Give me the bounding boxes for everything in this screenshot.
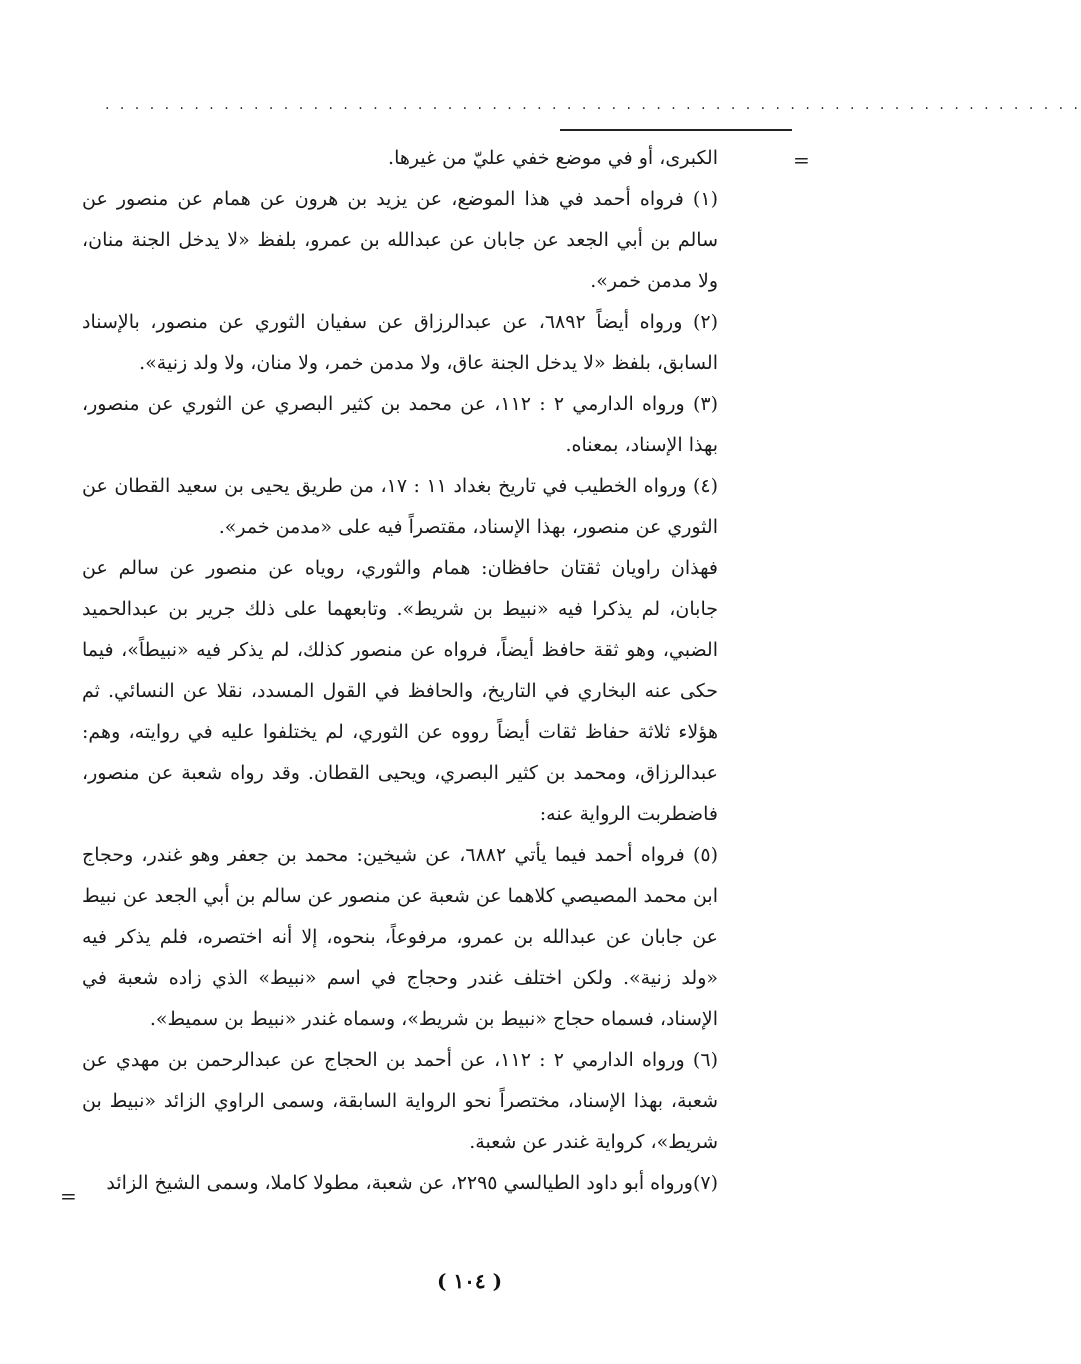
- header-dotted-rule: . . . . . . . . . . . . . . . . . . . . . . . . . . . . . . . . . . . . . . . . . . . . . . . . . . . . . . . . . . . . . . . . . .: [105, 97, 1081, 113]
- footnote-paragraph-continuation: الكبرى، أو في موضع خفي عليّ من غيرها.: [388, 147, 718, 169]
- footnote-paragraph-1: (١) فرواه أحمد في هذا الموضع، عن يزيد بن هرون عن همام عن منصور عن سالم بن أبي الجعد عن جابان عن عبدالله بن عمرو، بلفظ «لا يدخل الجنة منان، ولا مدمن خمر».: [82, 188, 718, 292]
- footnote-text-block: [82, 138, 718, 1204]
- footnote-paragraph-5: (٥) فرواه أحمد فيما يأتي ٦٨٨٢، عن شيخين: محمد بن جعفر وهو غندر، وحجاج ابن محمد المصيصي كلاهما عن شعبة عن منصور عن سالم بن أبي الجعد عن نبيط عن جابان عن عبدالله بن عمرو، مرفوعاً، بنحوه، إلا أنه اختصره، فلم يذكر فيه «ولد زنية». ولكن اختلف غندر وحجاج في اسم «نبيط» الذي زاده شعبة في الإسناد، فسماه حجاج «نبيط بن شريط»، وسماه غندر «نبيط بن سميط».: [82, 844, 719, 1030]
- continuation-mark-bottom: =: [60, 1184, 77, 1208]
- footnote-paragraph-7: (٧)ورواه أبو داود الطيالسي ٢٢٩٥، عن شعبة، مطولا كاملا، وسمى الشيخ الزائد: [106, 1172, 718, 1194]
- footnote-paragraph-2: (٢) ورواه أيضاً ٦٨٩٢، عن عبدالرزاق عن سفيان الثوري عن منصور، بالإسناد السابق، بلفظ «لا يدخل الجنة عاق، ولا مدمن خمر، ولا منان، ولا ولد زنية».: [82, 311, 719, 374]
- footnote-paragraph-3: (٣) ورواه الدارمي ٢ : ١١٢، عن محمد بن كثير البصري عن الثوري عن منصور، بهذا الإسناد، بمعناه.: [82, 393, 718, 456]
- footnote-separator-rule: [560, 129, 792, 131]
- footnote-paragraph-4: (٤) ورواه الخطيب في تاريخ بغداد ١١ : ١٧، من طريق يحيى بن سعيد القطان عن الثوري عن منصور، بهذا الإسناد، مقتصراً فيه على «مدمن خمر».: [82, 475, 719, 538]
- page-number: ( ١٠٤ ): [436, 1269, 503, 1293]
- footnote-paragraph-discussion: فهذان راويان ثقتان حافظان: همام والثوري، روياه عن منصور عن سالم عن جابان، لم يذكرا فيه «نبيط بن شريط». وتابعهما على ذلك جرير بن عبدالحميد الضبي، وهو ثقة حافظ أيضاً، فرواه عن منصور كذلك، لم يذكر فيه «نبيطاً»، فيما حكى عنه البخاري في التاريخ، والحافظ في القول المسدد، نقلا عن النسائي. ثم هؤلاء ثلاثة حفاظ ثقات أيضاً رووه عن الثوري، لم يختلفوا عليه في روايته، وهم: عبدالرزاق، ومحمد بن كثير البصري، ويحيى القطان. وقد رواه شعبة عن منصور، فاضطربت الرواية عنه:: [82, 557, 718, 825]
- continuation-mark-top: =: [793, 148, 810, 172]
- footnote-paragraph-6: (٦) ورواه الدارمي ٢ : ١١٢، عن أحمد بن الحجاج عن عبدالرحمن بن مهدي عن شعبة، بهذا الإسناد، مختصراً نحو الرواية السابقة، وسمى الراوي الزائد «نبيط بن شريط»، كرواية غندر عن شعبة.: [82, 1049, 718, 1153]
